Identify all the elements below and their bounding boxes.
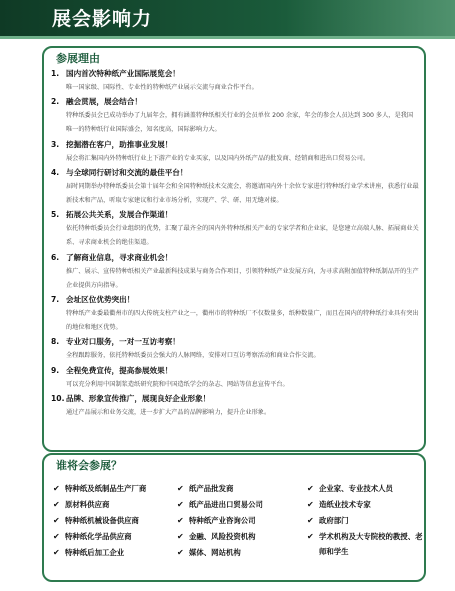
audience-item: 学术机构及大专院校的教授、老师和学生 bbox=[319, 532, 423, 556]
audience-column-2 bbox=[176, 481, 298, 561]
check-icon: ✔ bbox=[307, 484, 314, 493]
check-icon: ✔ bbox=[53, 548, 60, 557]
reason-number: 3. bbox=[51, 139, 60, 149]
check-icon: ✔ bbox=[53, 532, 60, 541]
audience-item: 特种纸机械设备供应商 bbox=[65, 516, 139, 525]
check-icon: ✔ bbox=[177, 548, 184, 557]
audience-item: 纸产品进出口贸易公司 bbox=[189, 500, 263, 509]
check-icon: ✔ bbox=[307, 516, 314, 525]
header-banner bbox=[0, 0, 455, 39]
reason-number: 5. bbox=[51, 210, 60, 220]
reason-heading: 拓展公共关系，发展合作渠道！ bbox=[66, 210, 173, 220]
reasons-panel bbox=[42, 46, 426, 452]
audience-item: 企业家、专业技术人员 bbox=[319, 484, 393, 493]
reason-item bbox=[51, 67, 419, 95]
reason-description: 全程跟踪服务，依托特种纸委员会强大的人脉网络，安排对口互访考察活动和商业合作交流。 bbox=[66, 352, 320, 360]
reasons-list bbox=[51, 67, 419, 420]
reason-item bbox=[51, 335, 419, 363]
reason-description: 可以充分利用中国制浆造纸研究院和中国造纸学会的杂志、网站等信息宣传平台。 bbox=[66, 380, 289, 388]
check-icon: ✔ bbox=[307, 532, 314, 541]
audience-item: 纸产品批发商 bbox=[189, 484, 234, 493]
check-icon: ✔ bbox=[53, 516, 60, 525]
audience-item: 原材料供应商 bbox=[65, 500, 110, 509]
reason-heading: 挖掘潜在客户，助推事业发展！ bbox=[66, 139, 173, 149]
reason-item bbox=[51, 166, 419, 208]
audience-item: 政府部门 bbox=[319, 516, 349, 525]
reason-heading: 全程免费宣传，提高参展效果！ bbox=[66, 365, 173, 375]
check-icon: ✔ bbox=[53, 500, 60, 509]
reason-number: 8. bbox=[51, 337, 60, 347]
reason-heading: 品牌、形象宣传推广，展现良好企业形象！ bbox=[66, 393, 211, 403]
reason-description: 推广、展示、宣传特种纸相关产业最新科技成果与商务合作项目，引领特种纸产业发展方向，为寻求高附加值特种纸制品开的生产企业提供方向指导。 bbox=[66, 267, 419, 289]
page-title: 展会影响力 bbox=[52, 8, 153, 30]
header-shine bbox=[285, 0, 455, 36]
reason-heading: 与全球同行研讨和交流的最佳平台！ bbox=[66, 167, 188, 177]
reason-heading: 国内首次特种纸产业国际展览会！ bbox=[66, 69, 180, 78]
check-icon: ✔ bbox=[177, 532, 184, 541]
reason-description: 展会将汇集国内外特种纸行业上下游产业的专业买家，以及国内外纸产品的批发商、经销商和进出口贸易公司。 bbox=[66, 154, 370, 162]
reason-number: 2. bbox=[51, 97, 60, 107]
audience-item: 造纸业技术专家 bbox=[319, 500, 371, 509]
audience-item: 特种纸及纸制品生产厂商 bbox=[65, 484, 147, 493]
audience-item: 金融、风险投资机构 bbox=[189, 532, 256, 541]
reason-item bbox=[51, 364, 419, 392]
reason-number: 6. bbox=[51, 252, 60, 262]
reason-item bbox=[51, 138, 419, 166]
reason-number: 4. bbox=[51, 167, 60, 177]
reason-heading: 融会贯展，展会结合！ bbox=[66, 97, 142, 107]
reason-description: 通过产品展示和业务交流，进一步扩大产品的品牌影响力，提升企业形象。 bbox=[66, 408, 271, 416]
audience-item: 特种纸产业咨询公司 bbox=[189, 516, 256, 525]
audience-item: 特种纸后加工企业 bbox=[65, 548, 125, 557]
reason-item bbox=[51, 251, 419, 293]
reason-number: 7. bbox=[51, 295, 60, 305]
check-icon: ✔ bbox=[177, 484, 184, 493]
reason-description: 依托特种纸委员会行业组织的优势，汇聚了最齐全的国内外特种纸相关产业的专家学者和企业家，是您建立高端人脉、拓展商业关系、寻求商业机会的绝佳渠道。 bbox=[66, 225, 419, 247]
audience-item: 媒体、网站机构 bbox=[189, 548, 241, 557]
reason-item bbox=[51, 95, 419, 137]
reason-number: 1. bbox=[51, 69, 60, 78]
reason-description: 唯一国家级、国际性、专业性的特种纸产业展示交流与商业合作平台。 bbox=[66, 84, 258, 91]
audience-column-1 bbox=[52, 481, 172, 561]
check-icon: ✔ bbox=[177, 500, 184, 509]
reason-description: 特种纸产业委最衢州市的四大传统支柱产业之一，衢州市的特种纸厂不仅数量多，纸种数量广，而且在国内的特种纸行业具有突出的地位和地区优势。 bbox=[66, 310, 419, 332]
check-icon: ✔ bbox=[177, 516, 184, 525]
audience-title: 谁将会参展？ bbox=[56, 459, 122, 472]
reason-description: 特种纸委员会已成功举办了九届年会，拥有涵盖特种纸相关行业的会员单位 200 余家，年会的参会人员达到 300 多人，是我国唯一的特种纸行业国际盛会，知名度高，国际影响力大。 bbox=[66, 112, 414, 134]
reason-heading: 了解商业信息，寻求商业机会！ bbox=[66, 252, 173, 262]
reason-number: 9. bbox=[51, 365, 60, 375]
reason-item bbox=[51, 293, 419, 335]
audience-item: 特种纸化学品供应商 bbox=[65, 532, 132, 541]
audience-column-3 bbox=[306, 481, 424, 559]
reason-item bbox=[51, 392, 419, 420]
reason-item bbox=[51, 208, 419, 250]
check-icon: ✔ bbox=[307, 500, 314, 509]
reasons-title: 参展理由 bbox=[56, 52, 100, 65]
reason-description: 届时同期举办特种纸委员会第十届年会和全国特种纸技术交流会，将邀请国内外十余位专家进行特种纸行业学术讲座，获悉行业最新技术和产品，听取专家建议和行业市场分析，实现产、学、研、用无缝对接。 bbox=[66, 182, 419, 205]
audience-panel bbox=[42, 453, 426, 582]
reason-number: 10. bbox=[51, 393, 65, 403]
reason-heading: 专业对口服务，一对一互访考察！ bbox=[66, 337, 180, 347]
reason-heading: 会址区位优势突出！ bbox=[66, 295, 135, 305]
check-icon: ✔ bbox=[53, 484, 60, 493]
